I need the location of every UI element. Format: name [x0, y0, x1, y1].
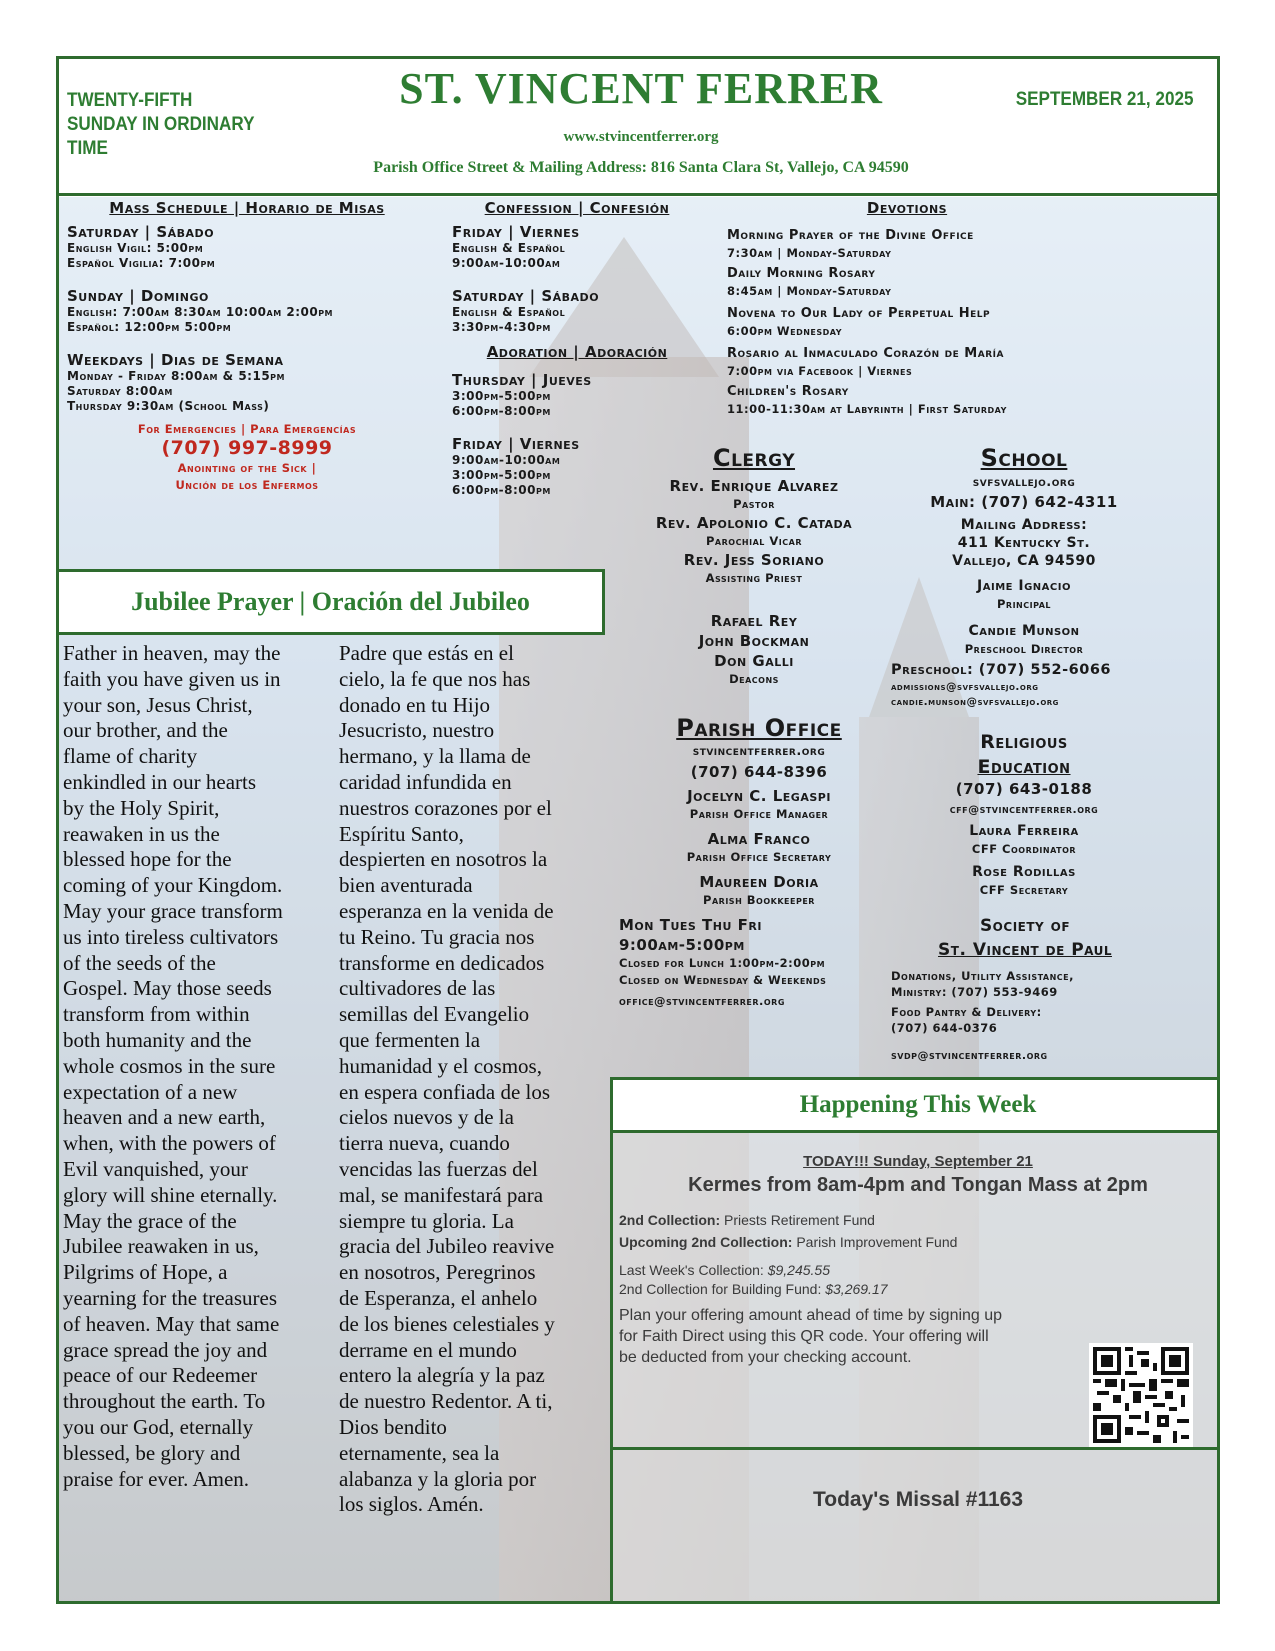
prayer-line: de nuestro Redentor. A ti, [339, 1389, 553, 1414]
adoration-line: 6:00pm-8:00pm [452, 404, 551, 418]
clergy-role: Parochial Vicar [705, 534, 803, 548]
upcoming-collection [619, 1231, 1220, 1253]
collection-amount: $3,269.17 [825, 1281, 888, 1297]
mass-schedule [67, 199, 437, 494]
parish-website[interactable]: www.stvincentferrer.org [563, 129, 719, 145]
prayer-line: Evil vanquished, your [63, 1156, 248, 1181]
clergy-name: Rev. Enrique Alvarez [669, 477, 839, 495]
office-phone[interactable]: (707) 644-8396 [690, 763, 828, 781]
prayer-line: en espera confiada de los [339, 1079, 551, 1104]
adoration-line: 3:00pm-5:00pm [452, 389, 551, 403]
todays-missal: Today's Missal #1163 [610, 1447, 1220, 1604]
prayer-line: enkindled in our hearts [63, 769, 257, 794]
svdp-line: (707) 644-0376 [891, 1021, 998, 1035]
jubilee-prayer-title: Jubilee Prayer | Oración del Jubileo [59, 569, 605, 635]
prayer-line: entero la alegría y la paz [339, 1363, 545, 1388]
prayer-line: us into tireless cultivators [63, 924, 279, 949]
prayer-line: whole cosmos in the sure [63, 1053, 276, 1078]
collection-label: Last Week's Collection: [619, 1262, 768, 1278]
prayer-line: humanidad y el cosmos, [339, 1053, 542, 1078]
office-staff-role: Parish Office Manager [689, 807, 829, 821]
office-staff-role: Parish Office Secretary [686, 850, 832, 864]
office-staff-name: Alma Franco [707, 830, 811, 848]
prayer-line: transform from within [63, 1002, 250, 1027]
svdp-section [891, 914, 1159, 1064]
religious-ed-name: Laura Ferreira [969, 823, 1079, 839]
prayer-line: Dios bendito [339, 1414, 447, 1439]
school-staff-name: Jaime Ignacio [977, 578, 1071, 594]
school-mail: Vallejo, CA 94590 [952, 553, 1096, 569]
clergy-title: Clergy [712, 444, 796, 472]
prayer-line: both humanity and the [63, 1027, 252, 1052]
mass-sunday-line: English: 7:00am 8:30am 10:00am 2:00pm [67, 305, 334, 319]
collection-label: 2nd Collection: [619, 1212, 721, 1228]
emergency-label: For Emergencies | Para Emergencías [137, 422, 357, 436]
school-staff-role: Preschool Director [964, 642, 1084, 656]
prayer-line: despierten en nosotros la [339, 847, 548, 872]
devotion-sub: 11:00-11:30am at Labyrinth | First Saturday [727, 402, 1007, 416]
happening-title: Happening This Week [610, 1077, 1220, 1133]
faith-direct-note: Plan your offering amount ahead of time by signing up for Faith Direct using this QR code. Your offering will be deducted from your checking account. [619, 1307, 1003, 1366]
prayer-line: nuestros corazones por el [339, 795, 552, 820]
event-headline: Kermes from 8am-4pm and Tongan Mass at 2pm [688, 1174, 1148, 1196]
devotion-sub: 7:00pm via Facebook | Viernes [727, 364, 913, 378]
devotion-head: Rosario al Inmaculado Corazón de María [727, 346, 1004, 361]
clergy-role: Pastor [733, 497, 775, 511]
office-staff-name: Jocelyn C. Legaspi [687, 787, 831, 805]
adoration-line: 3:00pm-5:00pm [452, 468, 551, 482]
adoration-line: 9:00am-10:00am [452, 453, 561, 467]
prayer-line: eternamente, sea la [339, 1440, 500, 1465]
mass-saturday-line: Español Vigilia: 7:00pm [67, 256, 216, 270]
prayer-line: siempre tu gloria. La [339, 1208, 514, 1233]
clergy-name: Rev. Apolonio C. Catada [655, 514, 853, 532]
office-email[interactable]: office@stvincentferrer.org [619, 994, 785, 1008]
devotion-head: Morning Prayer of the Divine Office [727, 228, 974, 243]
prayer-line: May the grace of the [63, 1208, 237, 1233]
deacon-name: Don Galli [714, 652, 794, 670]
confession-title: Confession | Confesión [484, 199, 670, 217]
prayer-line: of heaven. May that same [63, 1311, 280, 1336]
svdp-email[interactable]: svdp@stvincentferrer.org [891, 1049, 1048, 1062]
adoration-friday-head: Friday | Viernes [452, 435, 580, 453]
devotion-head: Daily Morning Rosary [727, 266, 876, 281]
confession-line: English & Español [452, 305, 566, 319]
prayer-line: expectation of a new [63, 1079, 238, 1104]
svdp-line: Ministry: (707) 553-9469 [891, 985, 1058, 999]
prayer-line: semillas del Evangelio [339, 1002, 530, 1027]
mass-saturday-line: English Vigil: 5:00pm [67, 241, 204, 255]
devotion-sub: 7:30am | Monday-Saturday [727, 246, 892, 260]
prayer-line: de Esperanza, el anhelo [339, 1285, 538, 1310]
religious-ed-role: CFF Coordinator [971, 842, 1077, 856]
prayer-line: Padre que estás en el [339, 641, 514, 665]
svdp-line: Donations, Utility Assistance, [891, 969, 1075, 983]
parish-office-title: Parish Office [676, 714, 842, 742]
last-week-collection [619, 1261, 1220, 1280]
prayer-line: Father in heaven, may the [63, 641, 281, 665]
prayer-line: esperanza en la venida de [339, 898, 554, 923]
bulletin-date: SEPTEMBER 21, 2025 [1015, 89, 1193, 110]
prayer-line: vencidas las fuerzas del [339, 1156, 538, 1181]
devotions-title: Devotions [866, 199, 948, 217]
prayer-line: caridad infundida en [339, 769, 512, 794]
clergy-role: Assisting Priest [705, 571, 803, 585]
deacon-role: Deacons [729, 672, 779, 686]
confession-friday-head: Friday | Viernes [452, 223, 580, 241]
school-mail: 411 Kentucky St. [957, 535, 1091, 551]
parish-address: Parish Office Street & Mailing Address: 816 Santa Clara St, Vallejo, CA 94590 [373, 159, 909, 176]
clergy-name: Rev. Jess Soriano [683, 551, 825, 569]
office-website[interactable]: stvincentferrer.org [692, 744, 826, 759]
collection-amount: $9,245.55 [767, 1262, 830, 1278]
school-section [891, 444, 1149, 710]
mass-saturday-head: Saturday | Sábado [67, 223, 215, 241]
confession-line: English & Español [452, 241, 566, 255]
prayer-line: flame of charity [63, 744, 198, 769]
office-hours: 9:00am-5:00pm [619, 936, 745, 954]
prayer-line: los siglos. Amén. [339, 1492, 484, 1517]
prayer-line: que fermenten la [339, 1027, 481, 1052]
devotion-head: Novena to Our Lady of Perpetual Help [727, 306, 991, 321]
office-staff-name: Maureen Doria [699, 873, 819, 891]
prayer-line: you our God, eternally [63, 1414, 254, 1439]
mass-sunday-line: Español: 12:00pm 5:00pm [67, 320, 232, 334]
prayer-line: our brother, and the [63, 718, 228, 743]
happening-content [610, 1133, 1220, 1447]
school-title: School [980, 444, 1068, 472]
prayer-spanish [339, 641, 609, 1518]
deacon-name: Rafael Rey [710, 612, 798, 630]
prayer-line: en nosotros, Peregrinos [339, 1260, 536, 1285]
collection-value: Priests Retirement Fund [724, 1212, 875, 1228]
adoration-title: Adoration | Adoración [486, 343, 668, 361]
mass-weekday-line: Saturday 8:00am [67, 384, 173, 398]
prayer-line: donado en tu Hijo [339, 692, 491, 717]
faith-direct-qr-code[interactable] [1089, 1343, 1193, 1447]
religious-ed-title: Education [977, 756, 1071, 778]
prayer-line: Pilgrims of Hope, a [63, 1260, 228, 1285]
prayer-line: heaven and a new earth, [63, 1105, 266, 1130]
building-fund-collection [619, 1280, 1220, 1299]
prayer-line: cielo, la fe que nos has [339, 666, 531, 691]
prayer-line: Jesucristo, nuestro [339, 718, 495, 743]
school-staff-role: Principal [996, 597, 1052, 611]
collection-label: 2nd Collection for Building Fund: [619, 1281, 826, 1297]
prayer-line: when, with the powers of [63, 1131, 276, 1156]
prayer-line: mal, se manifestará para [339, 1182, 544, 1207]
prayer-line: by the Holy Spirit, [63, 795, 220, 820]
devotion-sub: 8:45am | Monday-Saturday [727, 284, 892, 298]
preschool-phone[interactable]: Preschool: (707) 552-6066 [891, 662, 1112, 678]
mass-weekday-head: Weekdays | Dias de Semana [67, 351, 284, 369]
prayer-line: alabanza y la gloria por [339, 1466, 537, 1491]
prayer-line: coming of your Kingdom. [63, 873, 283, 898]
svdp-line: Food Pantry & Delivery: [891, 1005, 1042, 1019]
prayer-line: cielos nuevos y de la [339, 1105, 514, 1130]
prayer-line: hermano, y la llama de [339, 744, 531, 769]
confession-saturday-head: Saturday | Sábado [452, 287, 600, 305]
prayer-line: May your grace transform [63, 898, 283, 923]
prayer-line: your son, Jesus Christ, [63, 692, 253, 717]
prayer-line: of the seeds of the [63, 950, 216, 975]
svdp-title: Society of [979, 916, 1071, 936]
prayer-line: yearning for the treasures [63, 1285, 277, 1310]
prayer-line: Jubilee reawaken in us, [63, 1234, 259, 1259]
prayer-line: praise for ever. Amen. [63, 1466, 250, 1491]
prayer-line: derrame en el mundo [339, 1337, 517, 1362]
liturgical-occasion: TWENTY-FIFTH SUNDAY IN ORDINARY TIME [67, 90, 255, 159]
mass-weekday-line: Monday - Friday 8:00am & 5:15pm [67, 369, 285, 383]
today-label: TODAY!!! Sunday, September 21 [803, 1153, 1033, 1170]
office-closed: Closed on Wednesday & Weekends [619, 973, 827, 987]
prayer-line: tierra nueva, cuando [339, 1131, 510, 1156]
mass-sunday-head: Sunday | Domingo [67, 287, 209, 305]
svdp-title: St. Vincent de Paul [938, 940, 1112, 960]
confession-line: 9:00am-10:00am [452, 256, 561, 270]
prayer-line: reawaken in us the [63, 821, 220, 846]
prayer-line: blessed hope for the [63, 847, 232, 872]
prayer-line: gracia del Jubileo reavive [339, 1234, 555, 1259]
collection-label: Upcoming 2nd Collection: [619, 1234, 793, 1250]
collection-value: Parish Improvement Fund [796, 1234, 958, 1250]
religious-ed-title: Religious [980, 731, 1068, 753]
mass-schedule-title: Mass Schedule | Horario de Misas [109, 199, 385, 217]
prayer-line: grace spread the joy and [63, 1337, 268, 1362]
religious-ed-name: Rose Rodillas [972, 864, 1076, 880]
masthead [59, 59, 1220, 196]
school-website[interactable]: svfsvallejo.org [972, 475, 1076, 490]
school-staff-name: Candie Munson [968, 623, 1080, 639]
prayer-line: peace of our Redeemer [63, 1363, 258, 1388]
emergency-phone[interactable]: (707) 997-8999 [161, 437, 333, 459]
prayer-line: throughout the earth. To [63, 1389, 266, 1414]
religious-ed-phone[interactable]: (707) 643-0188 [955, 780, 1093, 798]
second-collection [619, 1209, 1220, 1231]
confession-line: 3:30pm-4:30pm [452, 320, 551, 334]
office-closed: Closed for Lunch 1:00pm-2:00pm [619, 956, 826, 970]
parish-title: ST. VINCENT FERRER [399, 64, 883, 113]
devotion-head: Children's Rosary [727, 384, 849, 399]
prayer-line: de los bienes celestiales y [339, 1311, 555, 1336]
prayer-line: bien aventurada [339, 873, 473, 898]
office-days: Mon Tues Thu Fri [619, 916, 762, 934]
devotions [727, 199, 1147, 417]
adoration-line: 6:00pm-8:00pm [452, 483, 551, 497]
clergy-section [619, 444, 889, 688]
religious-ed-role: CFF Secretary [979, 883, 1069, 897]
prayer-line: blessed, be glory and [63, 1440, 241, 1465]
prayer-line: glory will shine eternally. [63, 1182, 278, 1207]
school-email[interactable]: candie.munson@svfsvallejo.org [891, 696, 1059, 708]
anointing-label: Unción de los Enfermos [175, 478, 319, 492]
mass-weekday-line: Thursday 9:30am (School Mass) [67, 399, 270, 413]
anointing-label: Anointing of the Sick | [177, 461, 317, 475]
parish-office-section [619, 714, 899, 1010]
school-mail: Mailing Address: [960, 517, 1088, 533]
school-phone[interactable]: Main: (707) 642-4311 [930, 493, 1118, 511]
religious-ed-email[interactable]: cff@stvincentferrer.org [949, 803, 1099, 816]
page-frame [56, 56, 1220, 1604]
prayer-line: transforme en dedicados [339, 950, 545, 975]
religious-education-section [899, 729, 1149, 899]
prayer-line: faith you have given us in [63, 666, 281, 691]
prayer-line: Espíritu Santo, [339, 821, 464, 846]
adoration-thursday-head: Thursday | Jueves [452, 371, 592, 389]
school-email[interactable]: admissions@svfsvallejo.org [891, 681, 1039, 693]
prayer-line: tu Reino. Tu gracia nos [339, 924, 535, 949]
devotion-sub: 6:00pm Wednesday [727, 324, 843, 338]
prayer-line: cultivadores de las [339, 976, 496, 1001]
office-staff-role: Parish Bookkeeper [703, 893, 815, 907]
prayer-line: Gospel. May those seeds [63, 976, 272, 1001]
deacon-name: John Bockman [698, 632, 810, 650]
prayer-english [63, 641, 333, 1492]
